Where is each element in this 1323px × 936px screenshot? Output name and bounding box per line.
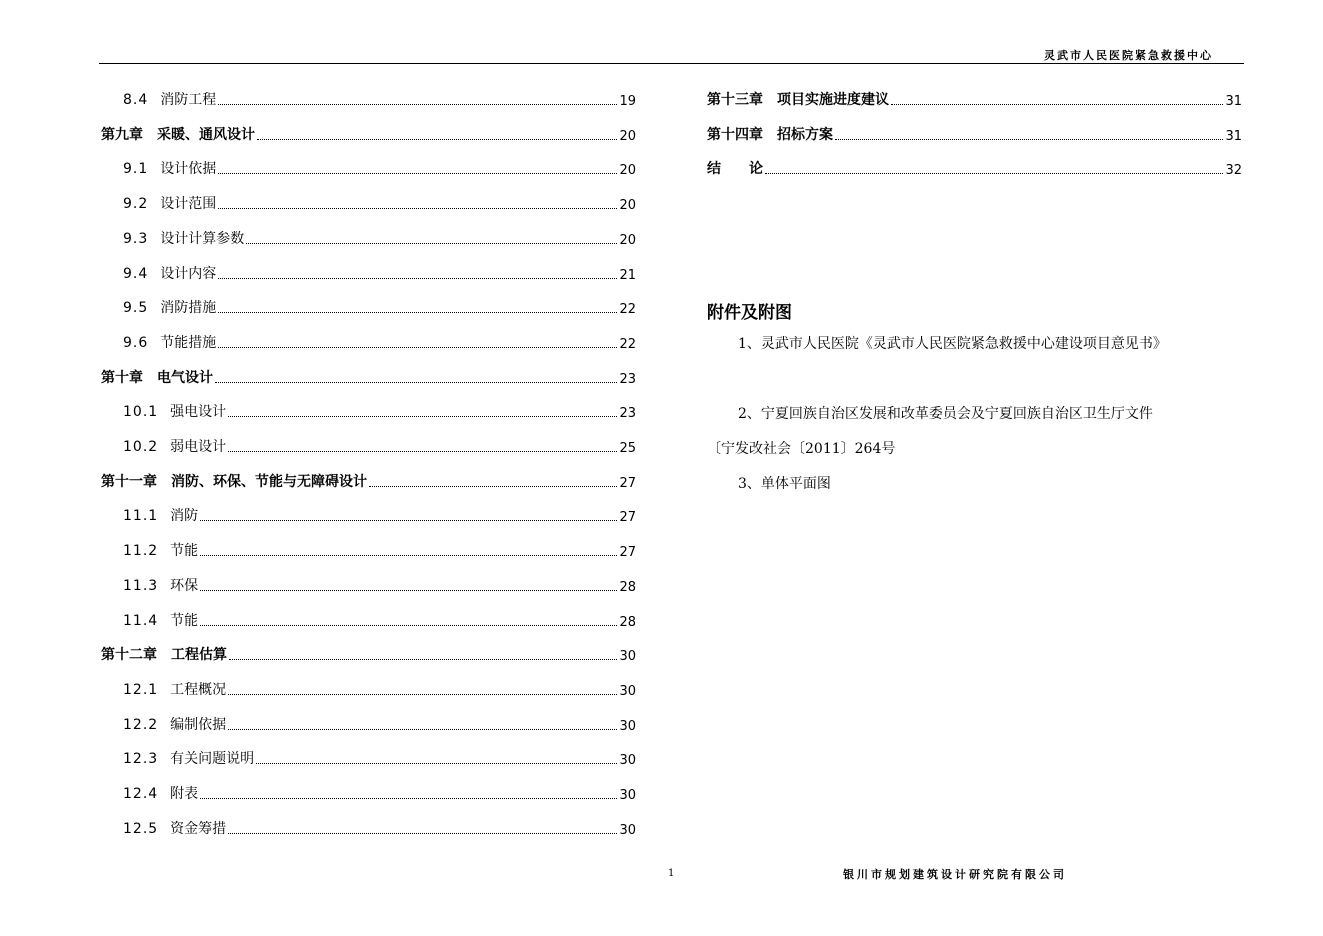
toc-entry-page: 20	[619, 163, 636, 179]
toc-leader-dots	[218, 278, 617, 279]
toc-entry-number: 11.4	[123, 612, 159, 629]
toc-entry-label	[123, 679, 226, 699]
toc-entry[interactable]	[101, 193, 636, 213]
toc-entry-title: 附表	[170, 786, 199, 802]
toc-entry[interactable]	[707, 158, 1242, 178]
toc-leader-dots	[228, 729, 617, 730]
toc-entry[interactable]	[101, 124, 636, 144]
toc-entry-label	[707, 124, 833, 144]
toc-entry-title: 环保	[170, 577, 199, 594]
toc-entry-label	[123, 263, 216, 283]
toc-entry-label	[101, 471, 367, 491]
toc-entry-number: 9.6	[123, 334, 149, 351]
toc-entry-page: 30	[619, 822, 636, 838]
toc-entry-page: 30	[619, 683, 636, 699]
toc-leader-dots	[200, 555, 617, 556]
toc-entry-title: 编制依据	[170, 716, 227, 733]
toc-entry-label	[123, 193, 216, 213]
toc-entry[interactable]	[707, 89, 1242, 109]
toc-entry-number: 11.2	[123, 543, 159, 560]
toc-leader-dots	[218, 173, 617, 174]
toc-entry-number: 10.2	[123, 439, 159, 455]
toc-leader-dots	[835, 139, 1223, 140]
toc-entry[interactable]	[101, 89, 636, 109]
toc-entry[interactable]	[101, 471, 636, 491]
toc-entry-title: 第十章 电气设计	[101, 369, 213, 386]
footer-organization: 银川市规划建筑设计研究院有限公司	[843, 868, 1067, 881]
toc-entry-label	[123, 332, 216, 352]
toc-leader-dots	[369, 486, 617, 487]
toc-entry-label	[123, 297, 216, 317]
toc-entry-label	[123, 158, 216, 178]
toc-entry-page: 32	[1225, 163, 1242, 179]
toc-entry[interactable]	[101, 748, 636, 768]
toc-entry-number: 9.5	[123, 300, 149, 317]
toc-leader-dots	[257, 139, 617, 140]
header-title: 灵武市人民医院紧急救援中心	[1044, 49, 1213, 62]
toc-entry-title: 有关问题说明	[170, 751, 255, 768]
toc-entry[interactable]	[101, 783, 636, 803]
toc-entry-number: 10.1	[123, 404, 159, 421]
toc-entry-title: 强电设计	[170, 404, 227, 421]
toc-entry-number: 11.1	[123, 508, 159, 525]
attachments-title: 附件及附图	[707, 303, 792, 323]
toc-entry-page: 30	[619, 649, 636, 665]
toc-entry-label	[707, 158, 763, 178]
toc-entry-label	[123, 783, 198, 803]
toc-entry[interactable]	[101, 575, 636, 595]
toc-entry-page: 20	[619, 232, 636, 248]
toc-entry[interactable]	[101, 540, 636, 560]
toc-entry-page: 25	[619, 441, 636, 456]
toc-leader-dots	[765, 173, 1223, 174]
header-divider	[99, 63, 1244, 64]
toc-entry-label	[123, 89, 216, 109]
toc-entry-title: 工程概况	[170, 681, 227, 698]
toc-entry-title: 节能	[170, 612, 199, 629]
toc-leader-dots	[218, 208, 617, 209]
toc-leader-dots	[218, 347, 617, 348]
toc-entry-number: 9.3	[123, 230, 149, 247]
toc-leader-dots	[215, 382, 617, 383]
toc-leader-dots	[228, 451, 617, 452]
toc-entry-page: 27	[619, 545, 636, 561]
toc-leader-dots	[200, 520, 617, 521]
toc-entry-label	[123, 575, 198, 595]
toc-entry[interactable]	[101, 367, 636, 387]
toc-entry-number: 12.3	[123, 751, 159, 768]
toc-entry-label	[101, 644, 227, 664]
toc-entry-page: 21	[619, 267, 636, 283]
toc-entry-page: 22	[619, 336, 636, 352]
toc-entry-title: 弱电设计	[170, 439, 227, 455]
toc-leader-dots	[200, 590, 617, 591]
toc-entry-title: 第十三章 项目实施进度建议	[707, 92, 889, 108]
toc-entry-title: 消防工程	[160, 92, 217, 108]
toc-entry-label	[123, 610, 198, 630]
toc-entry-label	[101, 124, 255, 144]
toc-entry[interactable]	[101, 158, 636, 178]
toc-entry-title: 节能措施	[160, 334, 217, 351]
toc-leader-dots	[200, 625, 617, 626]
toc-entry[interactable]	[707, 124, 1242, 144]
toc-leader-dots	[246, 243, 617, 244]
toc-entry[interactable]	[101, 228, 636, 248]
toc-entry-title: 资金筹措	[170, 820, 227, 837]
toc-leader-dots	[200, 798, 617, 799]
toc-entry-page: 20	[619, 128, 636, 144]
toc-entry-title: 消防	[170, 508, 199, 525]
toc-leader-dots	[256, 763, 617, 764]
toc-leader-dots	[228, 694, 617, 695]
toc-entry-title: 结 论	[707, 161, 763, 178]
toc-entry-page: 22	[619, 302, 636, 318]
toc-entry-title: 设计范围	[160, 196, 217, 213]
toc-entry-label	[707, 89, 889, 109]
toc-entry-label	[123, 228, 244, 248]
toc-entry-label	[123, 714, 226, 734]
toc-leader-dots	[228, 833, 617, 834]
toc-entry-label	[123, 436, 226, 456]
attachment-item-2: 2、宁夏回族自治区发展和改革委员会及宁夏回族自治区卫生厅文件	[738, 406, 1153, 422]
toc-entry-number: 12.4	[123, 786, 159, 802]
toc-entry-number: 9.1	[123, 161, 149, 178]
toc-entry-page: 19	[619, 94, 636, 109]
toc-entry-number: 8.4	[123, 92, 149, 108]
toc-entry-title: 第十二章 工程估算	[101, 647, 227, 664]
toc-entry-page: 30	[619, 718, 636, 734]
toc-entry-page: 23	[619, 371, 636, 387]
toc-entry-title: 第九章 采暖、通风设计	[101, 126, 255, 143]
attachment-item-1: 1、灵武市人民医院《灵武市人民医院紧急救援中心建设项目意见书》	[738, 336, 1167, 352]
toc-entry-number: 12.5	[123, 820, 159, 837]
toc-entry[interactable]	[101, 679, 636, 699]
toc-leader-dots	[891, 104, 1223, 105]
toc-entry-label	[123, 818, 226, 838]
toc-entry[interactable]	[101, 644, 636, 664]
toc-leader-dots	[228, 416, 617, 417]
toc-entry-page: 31	[1225, 128, 1242, 144]
toc-entry[interactable]	[101, 297, 636, 317]
toc-entry[interactable]	[101, 610, 636, 630]
toc-entry-page: 27	[619, 475, 636, 491]
page-number: 1	[668, 868, 675, 879]
toc-entry[interactable]	[101, 263, 636, 283]
toc-leader-dots	[218, 104, 617, 105]
attachment-item-2-cont: 〔宁发改社会〔2011〕264号	[707, 441, 896, 457]
toc-entry-page: 30	[619, 788, 636, 803]
toc-entry-page: 27	[619, 510, 636, 526]
toc-entry-title: 第十一章 消防、环保、节能与无障碍设计	[101, 473, 367, 490]
toc-entry[interactable]	[101, 714, 636, 734]
toc-entry[interactable]	[101, 436, 636, 456]
attachment-item-3: 3、单体平面图	[738, 476, 831, 492]
toc-entry[interactable]	[101, 505, 636, 525]
toc-entry[interactable]	[101, 332, 636, 352]
toc-entry-number: 9.2	[123, 196, 149, 213]
toc-leader-dots	[229, 659, 617, 660]
toc-entry-title: 设计依据	[160, 161, 217, 178]
toc-entry-label	[123, 748, 254, 768]
toc-entry-page: 20	[619, 198, 636, 214]
toc-entry-title: 消防措施	[160, 300, 217, 317]
toc-entry-title: 设计内容	[160, 265, 217, 282]
toc-entry-number: 12.2	[123, 716, 159, 733]
toc-entry-title: 设计计算参数	[160, 230, 245, 247]
toc-entry-title: 第十四章 招标方案	[707, 126, 833, 143]
toc-entry-number: 12.1	[123, 681, 159, 698]
toc-entry-page: 23	[619, 406, 636, 422]
toc-entry-page: 30	[619, 753, 636, 769]
toc-entry-number: 11.3	[123, 577, 159, 594]
toc-entry-page: 28	[619, 614, 636, 630]
toc-entry-number: 9.4	[123, 265, 149, 282]
toc-entry[interactable]	[101, 818, 636, 838]
toc-entry-label	[123, 401, 226, 421]
toc-leader-dots	[218, 312, 617, 313]
toc-entry-page: 31	[1225, 94, 1242, 109]
toc-entry-label	[101, 367, 213, 387]
toc-entry[interactable]	[101, 401, 636, 421]
toc-entry-page: 28	[619, 579, 636, 595]
toc-entry-label	[123, 540, 198, 560]
toc-entry-label	[123, 505, 198, 525]
toc-entry-title: 节能	[170, 543, 199, 560]
